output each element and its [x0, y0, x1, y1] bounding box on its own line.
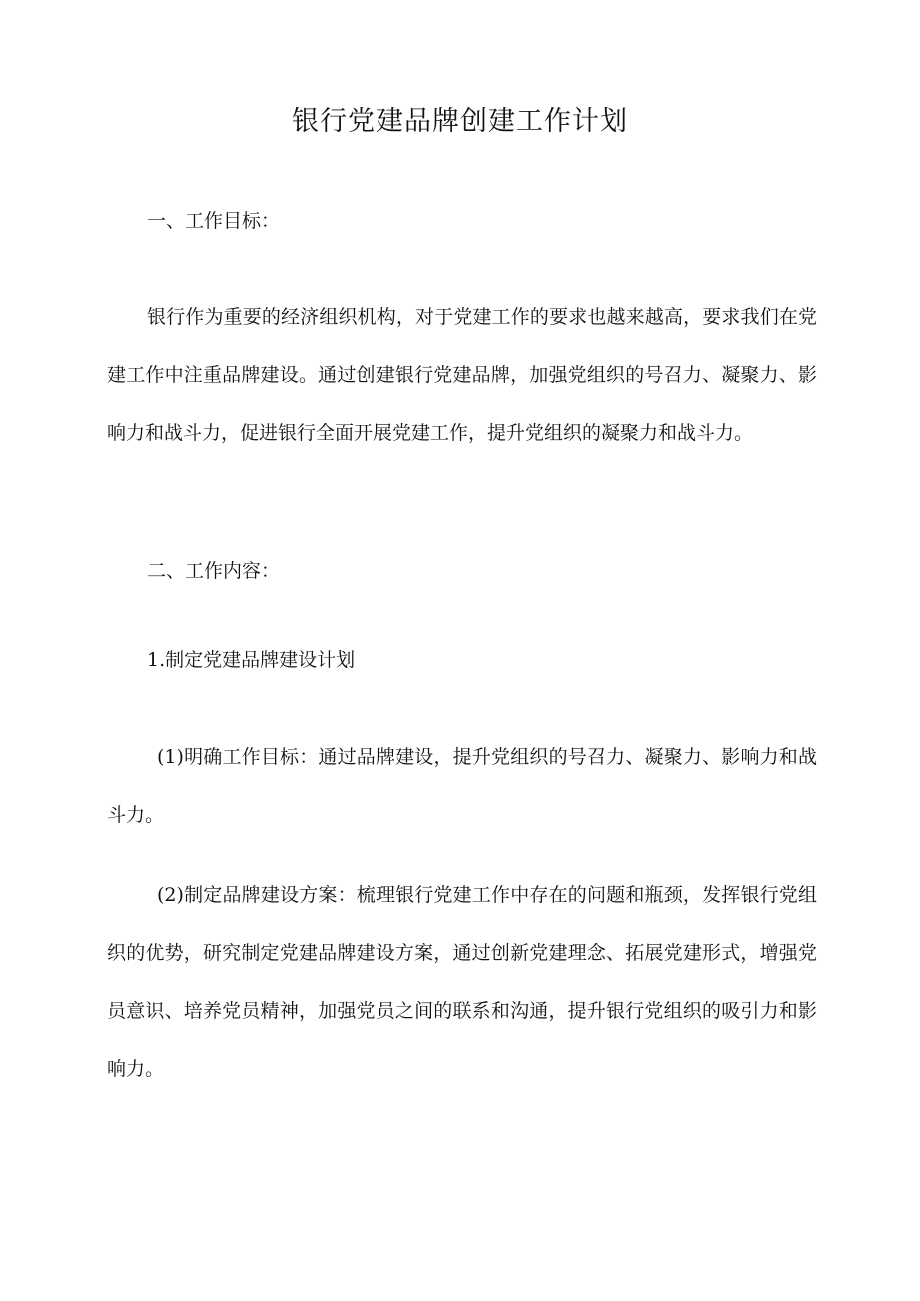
- subsection-heading-plan: 1.制定党建品牌建设计划: [147, 649, 356, 671]
- section-heading-goals: 一、工作目标：: [147, 210, 281, 232]
- paragraph-goals: 银行作为重要的经济组织机构，对于党建工作的要求也越来越高，要求我们在党建工作中注重品牌建设。通过创建银行党建品牌，加强党组织的号召力、凝聚力、影响力和战斗力，促进银行全面开展党建工作，提升党组织的凝聚力和战斗力。: [107, 306, 817, 444]
- document-title: 银行党建品牌创建工作计划: [292, 106, 628, 137]
- section-heading-content: 二、工作内容：: [147, 560, 281, 582]
- paragraph-item-1: (1)明确工作目标：通过品牌建设，提升党组织的号召力、凝聚力、影响力和战斗力。: [107, 746, 817, 826]
- paragraph-item-2: (2)制定品牌建设方案：梳理银行党建工作中存在的问题和瓶颈，发挥银行党组织的优势，研究制定党建品牌建设方案，通过创新党建理念、拓展党建形式，增强党员意识、培养党员精神，加强党员之间的联系和沟通，提升银行党组织的吸引力和影响力。: [107, 884, 817, 1080]
